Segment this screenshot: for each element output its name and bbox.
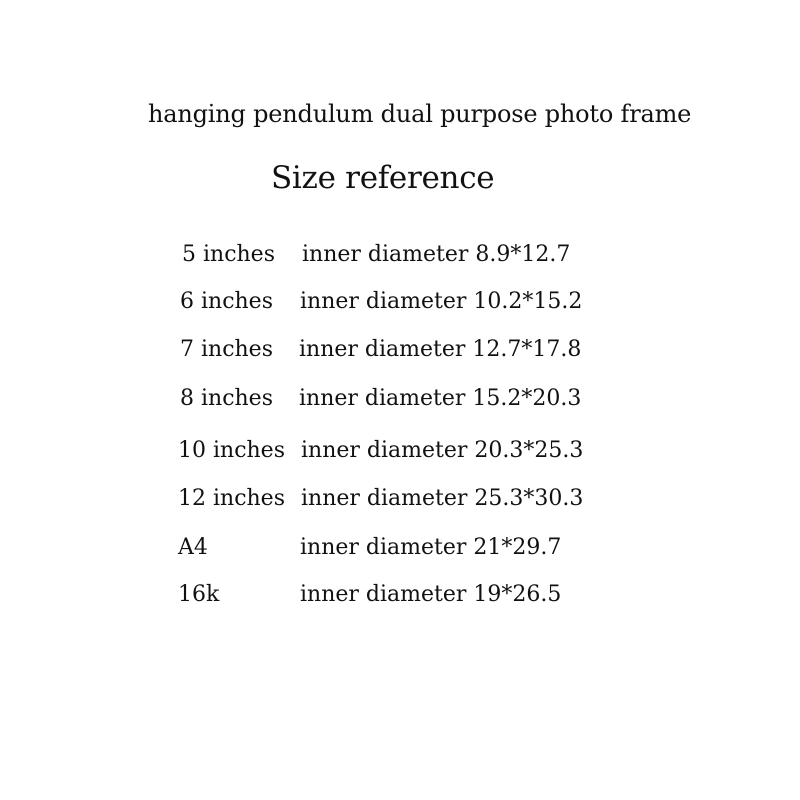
size-dimension: inner diameter 21*29.7	[300, 535, 562, 560]
size-dimension: inner diameter 25.3*30.3	[301, 486, 584, 511]
size-dimension: inner diameter 20.3*25.3	[301, 438, 584, 463]
product-headline: hanging pendulum dual purpose photo frame	[148, 100, 692, 128]
size-name: A4	[178, 535, 208, 560]
size-name: 10 inches	[178, 438, 285, 463]
size-dimension: inner diameter 12.7*17.8	[299, 337, 582, 362]
size-reference-title: Size reference	[271, 160, 495, 196]
size-dimension: inner diameter 19*26.5	[300, 582, 562, 607]
size-name: 16k	[178, 582, 220, 607]
size-dimension: inner diameter 15.2*20.3	[299, 386, 582, 411]
size-name: 12 inches	[178, 486, 285, 511]
size-dimension: inner diameter 8.9*12.7	[302, 242, 571, 267]
size-name: 6 inches	[180, 289, 273, 314]
size-dimension: inner diameter 10.2*15.2	[300, 289, 583, 314]
size-name: 8 inches	[180, 386, 273, 411]
size-name: 7 inches	[180, 337, 273, 362]
size-name: 5 inches	[182, 242, 275, 267]
